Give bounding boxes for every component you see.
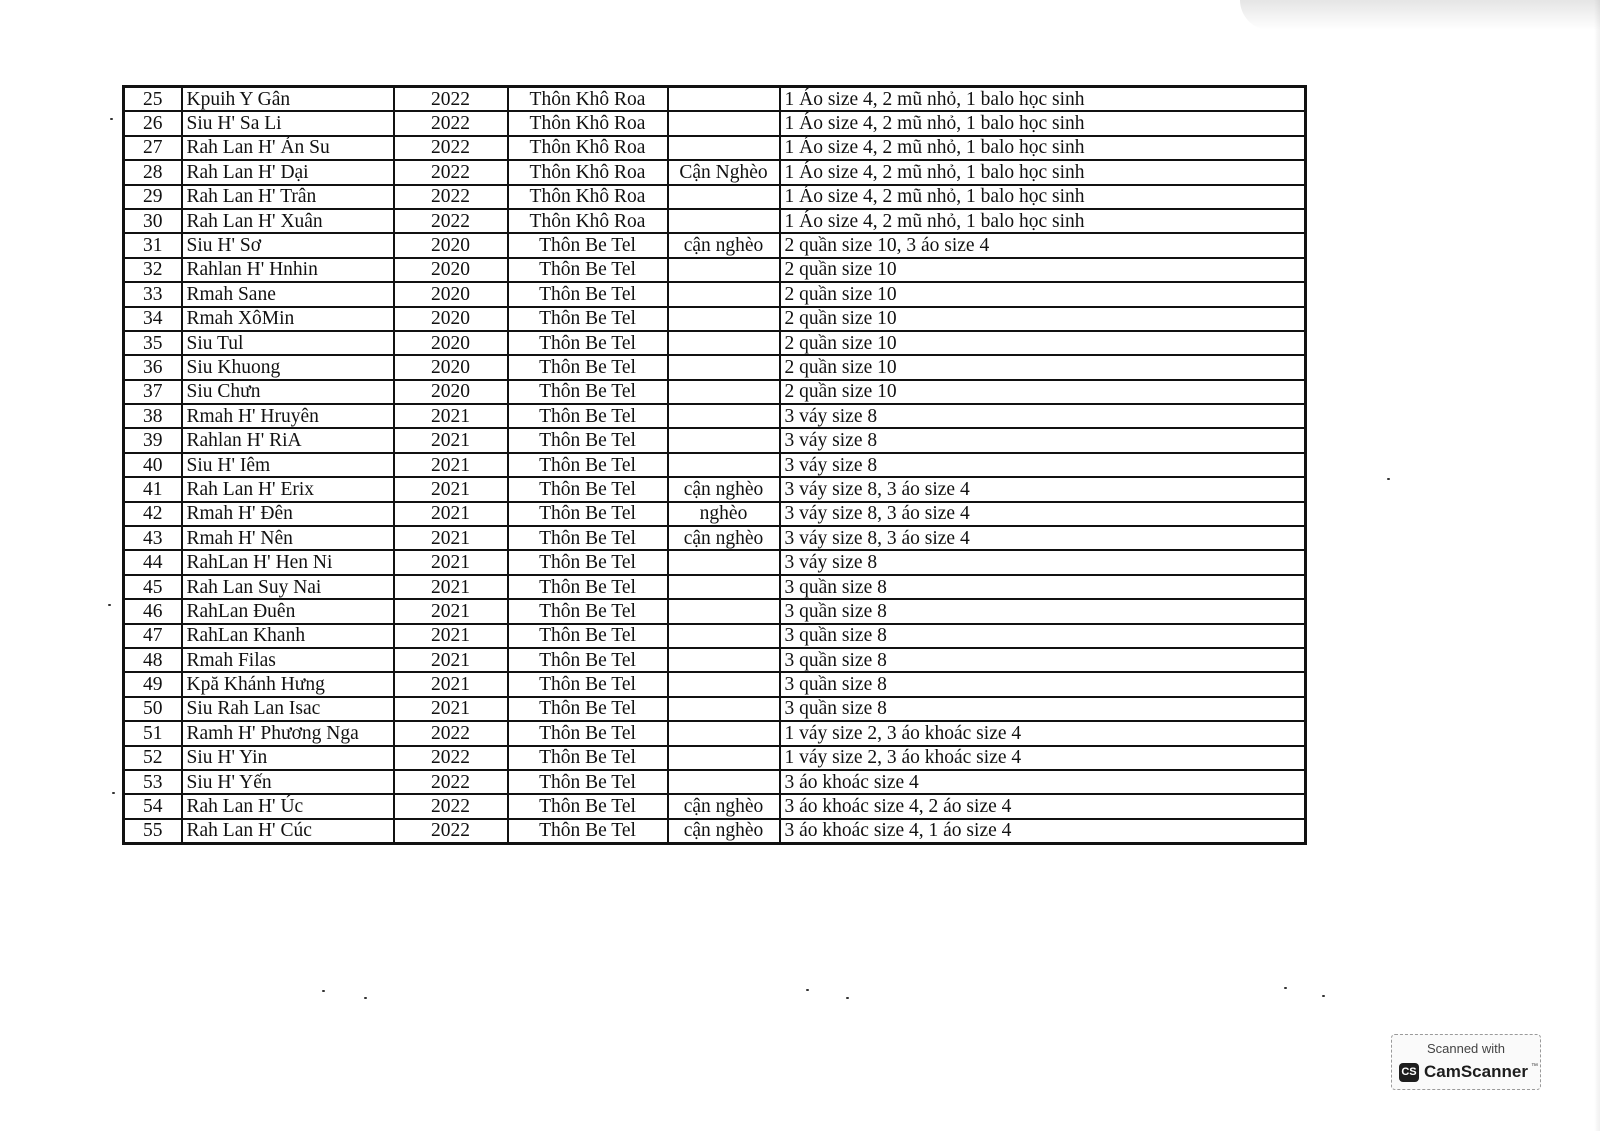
- table-row: [124, 185, 1306, 209]
- cell-status: [668, 721, 780, 745]
- cell-year: 2022: [394, 185, 508, 209]
- cell-items: 3 quần size 8: [780, 624, 1306, 648]
- table-row: [124, 721, 1306, 745]
- cell-year: 2022: [394, 794, 508, 818]
- cell-year: 2020: [394, 355, 508, 379]
- cell-place: Thôn Be Tel: [508, 721, 668, 745]
- cell-year: 2020: [394, 307, 508, 331]
- watermark-trademark: ™: [1531, 1063, 1538, 1070]
- cell-name: Rah Lan H' Trân: [182, 185, 394, 209]
- cell-items: 3 quần size 8: [780, 672, 1306, 696]
- table-row: [124, 307, 1306, 331]
- cell-place: Thôn Be Tel: [508, 258, 668, 282]
- cell-items: 2 quần size 10: [780, 258, 1306, 282]
- cell-place: Thôn Khô Roa: [508, 87, 668, 112]
- cell-place: Thôn Be Tel: [508, 477, 668, 501]
- cell-stt: 53: [124, 770, 182, 794]
- cell-items: 3 quần size 8: [780, 648, 1306, 672]
- cell-name: Rah Lan H' Erix: [182, 477, 394, 501]
- cell-stt: 48: [124, 648, 182, 672]
- cell-stt: 45: [124, 575, 182, 599]
- cell-name: Siu Chưn: [182, 380, 394, 404]
- cell-name: Rmah Sane: [182, 282, 394, 306]
- cell-items: 3 áo khoác size 4, 2 áo size 4: [780, 794, 1306, 818]
- cell-place: Thôn Be Tel: [508, 550, 668, 574]
- cell-stt: 34: [124, 307, 182, 331]
- cell-items: 1 Áo size 4, 2 mũ nhỏ, 1 balo học sinh: [780, 111, 1306, 135]
- cell-items: 3 váy size 8, 3 áo size 4: [780, 526, 1306, 550]
- cell-name: Rah Lan H' Úc: [182, 794, 394, 818]
- cell-status: [668, 624, 780, 648]
- cell-status: [668, 136, 780, 160]
- cell-place: Thôn Be Tel: [508, 648, 668, 672]
- cell-status: [668, 209, 780, 233]
- scan-speck: [1322, 995, 1325, 997]
- cell-year: 2022: [394, 746, 508, 770]
- cell-name: Rmah XôMin: [182, 307, 394, 331]
- cell-year: 2020: [394, 282, 508, 306]
- table-row: [124, 233, 1306, 257]
- cell-name: Siu H' Yin: [182, 746, 394, 770]
- cell-status: [668, 770, 780, 794]
- cell-stt: 55: [124, 819, 182, 844]
- cell-stt: 46: [124, 599, 182, 623]
- scan-speck: [108, 604, 111, 606]
- cell-items: 3 váy size 8: [780, 404, 1306, 428]
- cell-place: Thôn Be Tel: [508, 282, 668, 306]
- cell-year: 2021: [394, 599, 508, 623]
- scan-speck: [110, 118, 113, 120]
- table-row: [124, 160, 1306, 184]
- cell-status: [668, 428, 780, 452]
- cell-name: RahLan H' Hen Ni: [182, 550, 394, 574]
- cell-year: 2021: [394, 477, 508, 501]
- table-row: [124, 282, 1306, 306]
- cell-status: [668, 404, 780, 428]
- cell-stt: 30: [124, 209, 182, 233]
- cell-name: Rah Lan Suy Nai: [182, 575, 394, 599]
- table-row: [124, 136, 1306, 160]
- cell-name: Siu Khuong: [182, 355, 394, 379]
- cell-status: nghèo: [668, 502, 780, 526]
- cell-stt: 36: [124, 355, 182, 379]
- cell-name: RahLan Đuên: [182, 599, 394, 623]
- cell-place: Thôn Be Tel: [508, 355, 668, 379]
- cell-stt: 50: [124, 697, 182, 721]
- cell-year: 2021: [394, 404, 508, 428]
- cell-year: 2022: [394, 87, 508, 112]
- cell-status: [668, 575, 780, 599]
- cell-year: 2020: [394, 233, 508, 257]
- cell-stt: 33: [124, 282, 182, 306]
- cell-items: 2 quần size 10, 3 áo size 4: [780, 233, 1306, 257]
- cell-items: 3 quần size 8: [780, 575, 1306, 599]
- cell-place: Thôn Be Tel: [508, 307, 668, 331]
- cell-status: [668, 380, 780, 404]
- scan-speck: [806, 989, 809, 991]
- cell-status: cận nghèo: [668, 477, 780, 501]
- cell-year: 2022: [394, 160, 508, 184]
- table-row: [124, 453, 1306, 477]
- cell-name: Siu H' Yến: [182, 770, 394, 794]
- cell-place: Thôn Be Tel: [508, 453, 668, 477]
- cell-items: 1 Áo size 4, 2 mũ nhỏ, 1 balo học sinh: [780, 160, 1306, 184]
- cell-stt: 49: [124, 672, 182, 696]
- cell-stt: 39: [124, 428, 182, 452]
- table-row: [124, 404, 1306, 428]
- cell-status: [668, 282, 780, 306]
- cell-items: 2 quần size 10: [780, 355, 1306, 379]
- cell-stt: 35: [124, 331, 182, 355]
- watermark-caption: Scanned with: [1426, 1041, 1506, 1056]
- table-row: [124, 599, 1306, 623]
- cell-year: 2022: [394, 819, 508, 844]
- cell-status: [668, 307, 780, 331]
- scan-edge-shadow: [1240, 0, 1600, 30]
- cell-status: [668, 355, 780, 379]
- cell-year: 2020: [394, 380, 508, 404]
- cell-name: Rmah H' Nên: [182, 526, 394, 550]
- cell-items: 3 váy size 8: [780, 550, 1306, 574]
- cell-status: [668, 697, 780, 721]
- cell-stt: 43: [124, 526, 182, 550]
- table-row: [124, 331, 1306, 355]
- cell-status: [668, 453, 780, 477]
- cell-items: 3 váy size 8, 3 áo size 4: [780, 477, 1306, 501]
- cell-name: RahLan Khanh: [182, 624, 394, 648]
- cell-place: Thôn Be Tel: [508, 794, 668, 818]
- scan-edge-right: [1594, 0, 1600, 1131]
- cell-place: Thôn Khô Roa: [508, 111, 668, 135]
- cell-status: cận nghèo: [668, 794, 780, 818]
- cell-name: Siu Tul: [182, 331, 394, 355]
- cell-place: Thôn Be Tel: [508, 331, 668, 355]
- cell-year: 2021: [394, 672, 508, 696]
- cell-name: Rah Lan H' Xuân: [182, 209, 394, 233]
- cell-items: 1 váy size 2, 3 áo khoác size 4: [780, 721, 1306, 745]
- table-row: [124, 477, 1306, 501]
- cell-stt: 31: [124, 233, 182, 257]
- recipient-table-body: [124, 87, 1306, 844]
- cell-status: [668, 331, 780, 355]
- cell-place: Thôn Khô Roa: [508, 160, 668, 184]
- table-row: [124, 87, 1306, 112]
- table-row: [124, 672, 1306, 696]
- table-row: [124, 355, 1306, 379]
- table-row: [124, 819, 1306, 844]
- cell-year: 2022: [394, 209, 508, 233]
- cell-year: 2022: [394, 770, 508, 794]
- cell-status: [668, 258, 780, 282]
- cell-name: Rahlan H' Hnhin: [182, 258, 394, 282]
- cell-status: [668, 87, 780, 112]
- cell-stt: 26: [124, 111, 182, 135]
- table-row: [124, 380, 1306, 404]
- cell-place: Thôn Be Tel: [508, 697, 668, 721]
- cell-place: Thôn Be Tel: [508, 770, 668, 794]
- cell-items: 1 Áo size 4, 2 mũ nhỏ, 1 balo học sinh: [780, 136, 1306, 160]
- cell-year: 2021: [394, 502, 508, 526]
- cell-items: 2 quần size 10: [780, 380, 1306, 404]
- cell-year: 2020: [394, 331, 508, 355]
- cell-stt: 38: [124, 404, 182, 428]
- cell-year: 2022: [394, 721, 508, 745]
- cell-place: Thôn Be Tel: [508, 233, 668, 257]
- cell-stt: 32: [124, 258, 182, 282]
- cell-name: Siu H' Sa Li: [182, 111, 394, 135]
- cell-name: Rah Lan H' Dại: [182, 160, 394, 184]
- cell-items: 3 quần size 8: [780, 697, 1306, 721]
- table-row: [124, 648, 1306, 672]
- table-row: [124, 428, 1306, 452]
- cell-status: cận nghèo: [668, 526, 780, 550]
- cell-items: 3 váy size 8: [780, 428, 1306, 452]
- cell-year: 2021: [394, 648, 508, 672]
- cell-stt: 54: [124, 794, 182, 818]
- cell-status: [668, 599, 780, 623]
- cell-year: 2021: [394, 428, 508, 452]
- cell-name: Rmah H' Đên: [182, 502, 394, 526]
- cell-name: Siu H' Sơ: [182, 233, 394, 257]
- cell-place: Thôn Khô Roa: [508, 185, 668, 209]
- table-row: [124, 770, 1306, 794]
- cell-stt: 40: [124, 453, 182, 477]
- cell-name: Siu Rah Lan Isac: [182, 697, 394, 721]
- cell-place: Thôn Be Tel: [508, 404, 668, 428]
- cell-stt: 51: [124, 721, 182, 745]
- cell-status: Cận Nghèo: [668, 160, 780, 184]
- cell-place: Thôn Be Tel: [508, 672, 668, 696]
- cell-stt: 52: [124, 746, 182, 770]
- cell-stt: 27: [124, 136, 182, 160]
- cell-stt: 37: [124, 380, 182, 404]
- cell-items: 3 váy size 8: [780, 453, 1306, 477]
- cell-items: 1 Áo size 4, 2 mũ nhỏ, 1 balo học sinh: [780, 185, 1306, 209]
- cell-place: Thôn Khô Roa: [508, 136, 668, 160]
- cell-place: Thôn Be Tel: [508, 380, 668, 404]
- scan-speck: [1284, 987, 1287, 989]
- table-row: [124, 697, 1306, 721]
- cell-year: 2021: [394, 526, 508, 550]
- cell-status: [668, 185, 780, 209]
- cell-name: Siu H' Iêm: [182, 453, 394, 477]
- cell-name: Rmah H' Hruyên: [182, 404, 394, 428]
- table-row: [124, 575, 1306, 599]
- cell-items: 1 váy size 2, 3 áo khoác size 4: [780, 746, 1306, 770]
- cell-year: 2021: [394, 453, 508, 477]
- cell-items: 3 áo khoác size 4, 1 áo size 4: [780, 819, 1306, 844]
- table-row: [124, 526, 1306, 550]
- cell-items: 2 quần size 10: [780, 307, 1306, 331]
- cell-place: Thôn Be Tel: [508, 819, 668, 844]
- cell-items: 3 quần size 8: [780, 599, 1306, 623]
- table-row: [124, 746, 1306, 770]
- cell-stt: 41: [124, 477, 182, 501]
- camscanner-logo-icon: CS: [1399, 1063, 1419, 1082]
- cell-place: Thôn Khô Roa: [508, 209, 668, 233]
- table-row: [124, 624, 1306, 648]
- cell-status: cận nghèo: [668, 819, 780, 844]
- cell-year: 2021: [394, 550, 508, 574]
- cell-status: [668, 648, 780, 672]
- cell-status: cận nghèo: [668, 233, 780, 257]
- cell-name: Ramh H' Phương Nga: [182, 721, 394, 745]
- cell-name: Kpă Khánh Hưng: [182, 672, 394, 696]
- cell-status: [668, 746, 780, 770]
- cell-year: 2021: [394, 697, 508, 721]
- table-row: [124, 258, 1306, 282]
- table-row: [124, 550, 1306, 574]
- cell-items: 3 áo khoác size 4: [780, 770, 1306, 794]
- cell-stt: 44: [124, 550, 182, 574]
- cell-name: Rah Lan H' Ản Su: [182, 136, 394, 160]
- cell-name: Rahlan H' RiA: [182, 428, 394, 452]
- cell-stt: 42: [124, 502, 182, 526]
- cell-items: 2 quần size 10: [780, 331, 1306, 355]
- cell-items: 3 váy size 8, 3 áo size 4: [780, 502, 1306, 526]
- cell-place: Thôn Be Tel: [508, 746, 668, 770]
- camscanner-watermark: [1391, 1034, 1541, 1090]
- cell-stt: 25: [124, 87, 182, 112]
- cell-year: 2022: [394, 136, 508, 160]
- cell-year: 2021: [394, 624, 508, 648]
- table-row: [124, 502, 1306, 526]
- cell-stt: 28: [124, 160, 182, 184]
- cell-name: Rah Lan H' Cúc: [182, 819, 394, 844]
- cell-stt: 47: [124, 624, 182, 648]
- table-row: [124, 794, 1306, 818]
- cell-place: Thôn Be Tel: [508, 502, 668, 526]
- cell-status: [668, 550, 780, 574]
- cell-name: Kpuih Y Gân: [182, 87, 394, 112]
- table-row: [124, 111, 1306, 135]
- watermark-brand: CamScanner: [1424, 1062, 1528, 1081]
- cell-year: 2020: [394, 258, 508, 282]
- cell-status: [668, 111, 780, 135]
- scan-speck: [846, 997, 849, 999]
- scan-speck: [112, 792, 115, 794]
- cell-items: 1 Áo size 4, 2 mũ nhỏ, 1 balo học sinh: [780, 209, 1306, 233]
- cell-place: Thôn Be Tel: [508, 526, 668, 550]
- cell-status: [668, 672, 780, 696]
- recipient-table: [122, 85, 1307, 845]
- scan-speck: [1387, 478, 1390, 480]
- cell-place: Thôn Be Tel: [508, 428, 668, 452]
- cell-place: Thôn Be Tel: [508, 599, 668, 623]
- table-row: [124, 209, 1306, 233]
- cell-place: Thôn Be Tel: [508, 624, 668, 648]
- cell-stt: 29: [124, 185, 182, 209]
- cell-year: 2022: [394, 111, 508, 135]
- scan-speck: [364, 997, 367, 999]
- cell-items: 1 Áo size 4, 2 mũ nhỏ, 1 balo học sinh: [780, 87, 1306, 112]
- scan-speck: [322, 990, 325, 992]
- cell-items: 2 quần size 10: [780, 282, 1306, 306]
- cell-year: 2021: [394, 575, 508, 599]
- cell-place: Thôn Be Tel: [508, 575, 668, 599]
- cell-name: Rmah Filas: [182, 648, 394, 672]
